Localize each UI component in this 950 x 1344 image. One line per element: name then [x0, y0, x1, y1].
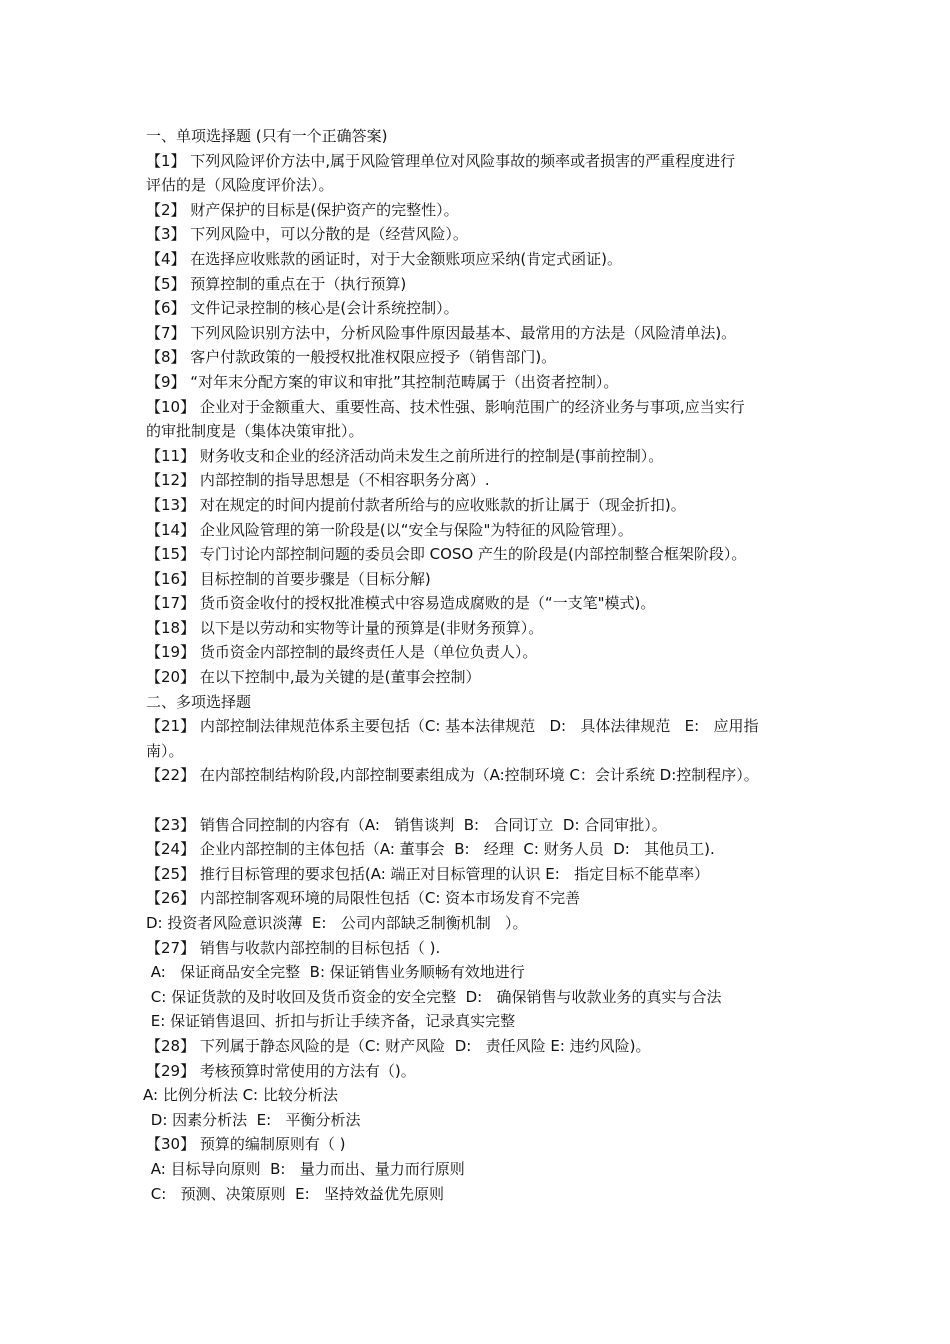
- question-24: 【24】 企业内部控制的主体包括（A: 董事会 B: 经理 C: 财务人员 D: 其他员工).: [146, 840, 715, 859]
- section-heading-single-choice: 一、单项选择题 (只有一个正确答案): [146, 127, 388, 145]
- question-27-option-cd: C: 保证货款的及时收回及货币资金的安全完整 D: 确保销售与收款业务的真实与合法: [146, 987, 722, 1006]
- document-body: [143, 124, 836, 1206]
- question-27-option-e: E: 保证销售退回、折扣与折让手续齐备，记录真实完整: [146, 1012, 516, 1031]
- question-27-option-ab: A: 保证商品安全完整 B: 保证销售业务顺畅有效地进行: [146, 963, 525, 982]
- question-7: 【7】 下列风险识别方法中，分析风险事件原因最基本、最常用的方法是（风险清单法)。: [146, 323, 737, 342]
- question-22: 【22】 在内部控制结构阶段,内部控制要素组成为（A:控制环境 C：会计系统 D:控制程序）。: [146, 766, 759, 785]
- section-heading-multiple-choice: 二、多项选择题: [146, 692, 252, 711]
- question-29-option-de: D: 因素分析法 E: 平衡分析法: [146, 1110, 361, 1129]
- question-3: 【3】 下列风险中，可以分散的是（经营风险）。: [146, 225, 468, 244]
- question-21: 【21】 内部控制法律规范体系主要包括（C: 基本法律规范 D: 具体法律规范 E: 应用指: [146, 717, 759, 736]
- question-11: 【11】 财务收支和企业的经济活动尚未发生之前所进行的控制是(事前控制）。: [146, 446, 664, 465]
- question-8: 【8】 客户付款政策的一般授权批准权限应授予（销售部门)。: [146, 348, 557, 367]
- question-9: 【9】 “对年末分配方案的审议和审批”其控制范畴属于（出资者控制）。: [146, 372, 619, 391]
- question-18: 【18】 以下是以劳动和实物等计量的预算是(非财务预算）。: [146, 618, 544, 637]
- question-29-option-ac: A: 比例分析法 C: 比较分析法: [143, 1086, 338, 1105]
- question-13: 【13】 对在规定的时间内提前付款者所给与的应收账款的折让属于（现金折扣)。: [146, 495, 686, 514]
- blank-line: [146, 788, 836, 813]
- question-20: 【20】 在以下控制中,最为关键的是(董事会控制）: [146, 668, 481, 687]
- question-4: 【4】 在选择应收账款的函证时，对于大金额账项应采纳(肯定式函证)。: [146, 249, 623, 268]
- question-12: 【12】 内部控制的指导思想是（不相容职务分离）.: [146, 471, 490, 490]
- question-19: 【19】 货币资金内部控制的最终责任人是（单位负责人）。: [146, 643, 538, 662]
- question-17: 【17】 货币资金收付的授权批准模式中容易造成腐败的是（“一支笔"模式)。: [146, 594, 656, 613]
- question-25: 【25】 推行目标管理的要求包括(A: 端正对目标管理的认识 E: 指定目标不能草率）: [146, 864, 710, 883]
- question-30-option-ce: C: 预测、决策原则 E: 坚持效益优先原则: [146, 1184, 444, 1203]
- question-2: 【2】 财产保护的目标是(保护资产的完整性）。: [146, 200, 459, 219]
- question-15: 【15】 专门讨论内部控制问题的委员会即 COSO 产生的阶段是(内部控制整合框架阶段）。: [146, 545, 747, 564]
- question-14: 【14】 企业风险管理的第一阶段是(以“安全与保险"为特征的风险管理）。: [146, 520, 633, 539]
- question-10-cont: 的审批制度是（集体决策审批）。: [146, 422, 364, 441]
- question-26: 【26】 内部控制客观环境的局限性包括（C: 资本市场发育不完善: [146, 889, 581, 908]
- question-30: 【30】 预算的编制原则有（ ): [146, 1135, 346, 1154]
- question-27: 【27】 销售与收款内部控制的目标包括（ ).: [146, 938, 441, 957]
- question-26-options: D: 投资者风险意识淡薄 E: 公司内部缺乏制衡机制 ）。: [146, 914, 528, 932]
- question-1: 【1】 下列风险评价方法中,属于风险管理单位对风险事故的频率或者损害的严重程度进行: [146, 151, 736, 170]
- question-1-cont: 评估的是（风险度评价法）。: [146, 176, 334, 195]
- question-21-cont: 南）。: [146, 741, 184, 760]
- question-10: 【10】 企业对于金额重大、重要性高、技术性强、影响范围广的经济业务与事项,应当实行: [146, 397, 745, 416]
- question-30-option-ab: A: 目标导向原则 B: 量力而出、量力而行原则: [146, 1159, 465, 1178]
- question-6: 【6】 文件记录控制的核心是(会计系统控制）。: [146, 299, 459, 318]
- question-29: 【29】 考核预算时常使用的方法有（)。: [146, 1061, 416, 1080]
- question-16: 【16】 目标控制的首要步骤是（目标分解): [146, 569, 431, 588]
- question-5: 【5】 预算控制的重点在于（执行预算): [146, 274, 407, 293]
- question-28: 【28】 下列属于静态风险的是（C: 财产风险 D: 责任风险 E: 违约风险)。: [146, 1036, 651, 1055]
- question-23: 【23】 销售合同控制的内容有（A: 销售谈判 B: 合同订立 D: 合同审批）。: [146, 815, 667, 834]
